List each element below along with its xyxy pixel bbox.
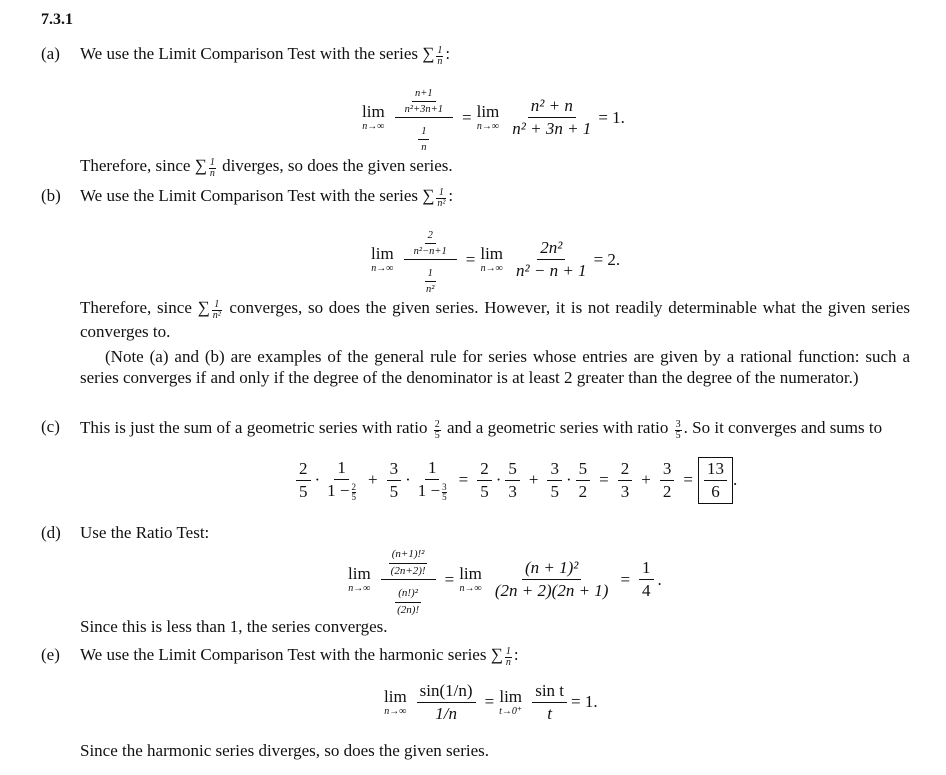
boxed-answer: $\frac{13}{6}$ <box>698 457 733 504</box>
section-heading: 7.3.1 <box>41 11 73 28</box>
result: = 1. <box>598 107 625 127</box>
part-d-conclusion: Since this is less than 1, the series converges. <box>80 617 388 636</box>
part-c-intro: This is just the sum of a geometric series with ratio $\frac{2}{5}$ and a geometric series with ratio $\frac{3}{5}$ . So it converges and sums to <box>80 418 883 441</box>
limit-operator: lim n→∞ <box>362 102 385 133</box>
sum-symbol: ∑ <box>422 44 435 63</box>
part-e-equation: lim n→∞ $\frac{\sin(1/n)}{1/n}$ = lim t→0⁺ $\frac{\text{sin t}}{t}$ = 1. <box>384 681 598 723</box>
part-d-label: (d) <box>41 523 61 542</box>
part-a-intro <box>80 44 450 67</box>
part-d-equation: lim n→∞ $\frac{\frac{\text{(n+1)!²}}{(2n+2)!}}{\frac{\text{(n!)²}}{(2n)!}}$ = lim n→∞ $\frac{\text{(n + 1)²}}{(2n + 2)(2n + 1)}$ = $\frac{1}{4}$ . <box>348 543 662 616</box>
part-a-equation <box>362 82 625 153</box>
rhs-fraction: $\frac{\text{n² + n}}{\text{n² + 3n + 1}}$ <box>512 96 592 139</box>
part-e-conclusion: Since the harmonic series diverges, so does the given series. <box>80 741 489 760</box>
part-c-label: (c) <box>41 417 60 436</box>
part-e-label: (e) <box>41 645 60 664</box>
compound-fraction: $\frac{\frac{n+1}{\text{n²+3n+1}}}{\frac{1}{n}}$ <box>395 82 453 153</box>
part-a-intro-text: We use the Limit Comparison Test with the series <box>80 44 419 63</box>
part-b-note: (Note (a) and (b) are examples of the general rule for series whose entries are given by a rational function: such a series converges if and only if the degree of the denominator is at least 2 greater than the degree of the numerator.) <box>80 347 910 387</box>
part-a-conclusion: Therefore, since ∑ $\frac{1}{n}$ diverges, so does the given series. <box>80 156 453 179</box>
part-d-intro: Use the Ratio Test: <box>80 523 210 542</box>
part-b-intro: We use the Limit Comparison Test with the series ∑ $\frac{1}{\text{n²}}$ : <box>80 186 454 209</box>
series-fraction: $\frac{1}{n}$ <box>437 44 443 67</box>
part-a-label: (a) <box>41 44 60 63</box>
part-b-equation: lim n→∞ $\frac{\frac{2}{\text{n²−n+1}}}{\frac{1}{\text{n²}}}$ = lim n→∞ $\frac{\text{2n²}}{\text{n² − n + 1}}$ = 2. <box>371 224 620 295</box>
part-e-intro: We use the Limit Comparison Test with the harmonic series ∑ $\frac{1}{n}$ : <box>80 645 519 668</box>
part-b-label: (b) <box>41 186 61 205</box>
equals-sign: = <box>462 107 472 127</box>
limit-operator: lim n→∞ <box>476 102 500 133</box>
part-b-conclusion: Therefore, since ∑ $\frac{1}{\text{n²}}$ converges, so does the given series. However, it is not readily determinable what the given series converges to. <box>80 298 911 341</box>
colon: : <box>445 44 451 63</box>
part-c-equation: $\frac{2}{5}$ · 1 1 − $\frac{2}{5}$ + $\frac{3}{5}$ · 1 1 − $\frac{3}{5}$ = $\frac{2}{5}$ · $\frac{5}{3}$ + $\frac{3}{5}$ · $\frac{5}{2}$ = $\frac{2}{3}$ + $\frac{3}{2}$ = $\frac{13}{6}$ . <box>292 457 737 504</box>
